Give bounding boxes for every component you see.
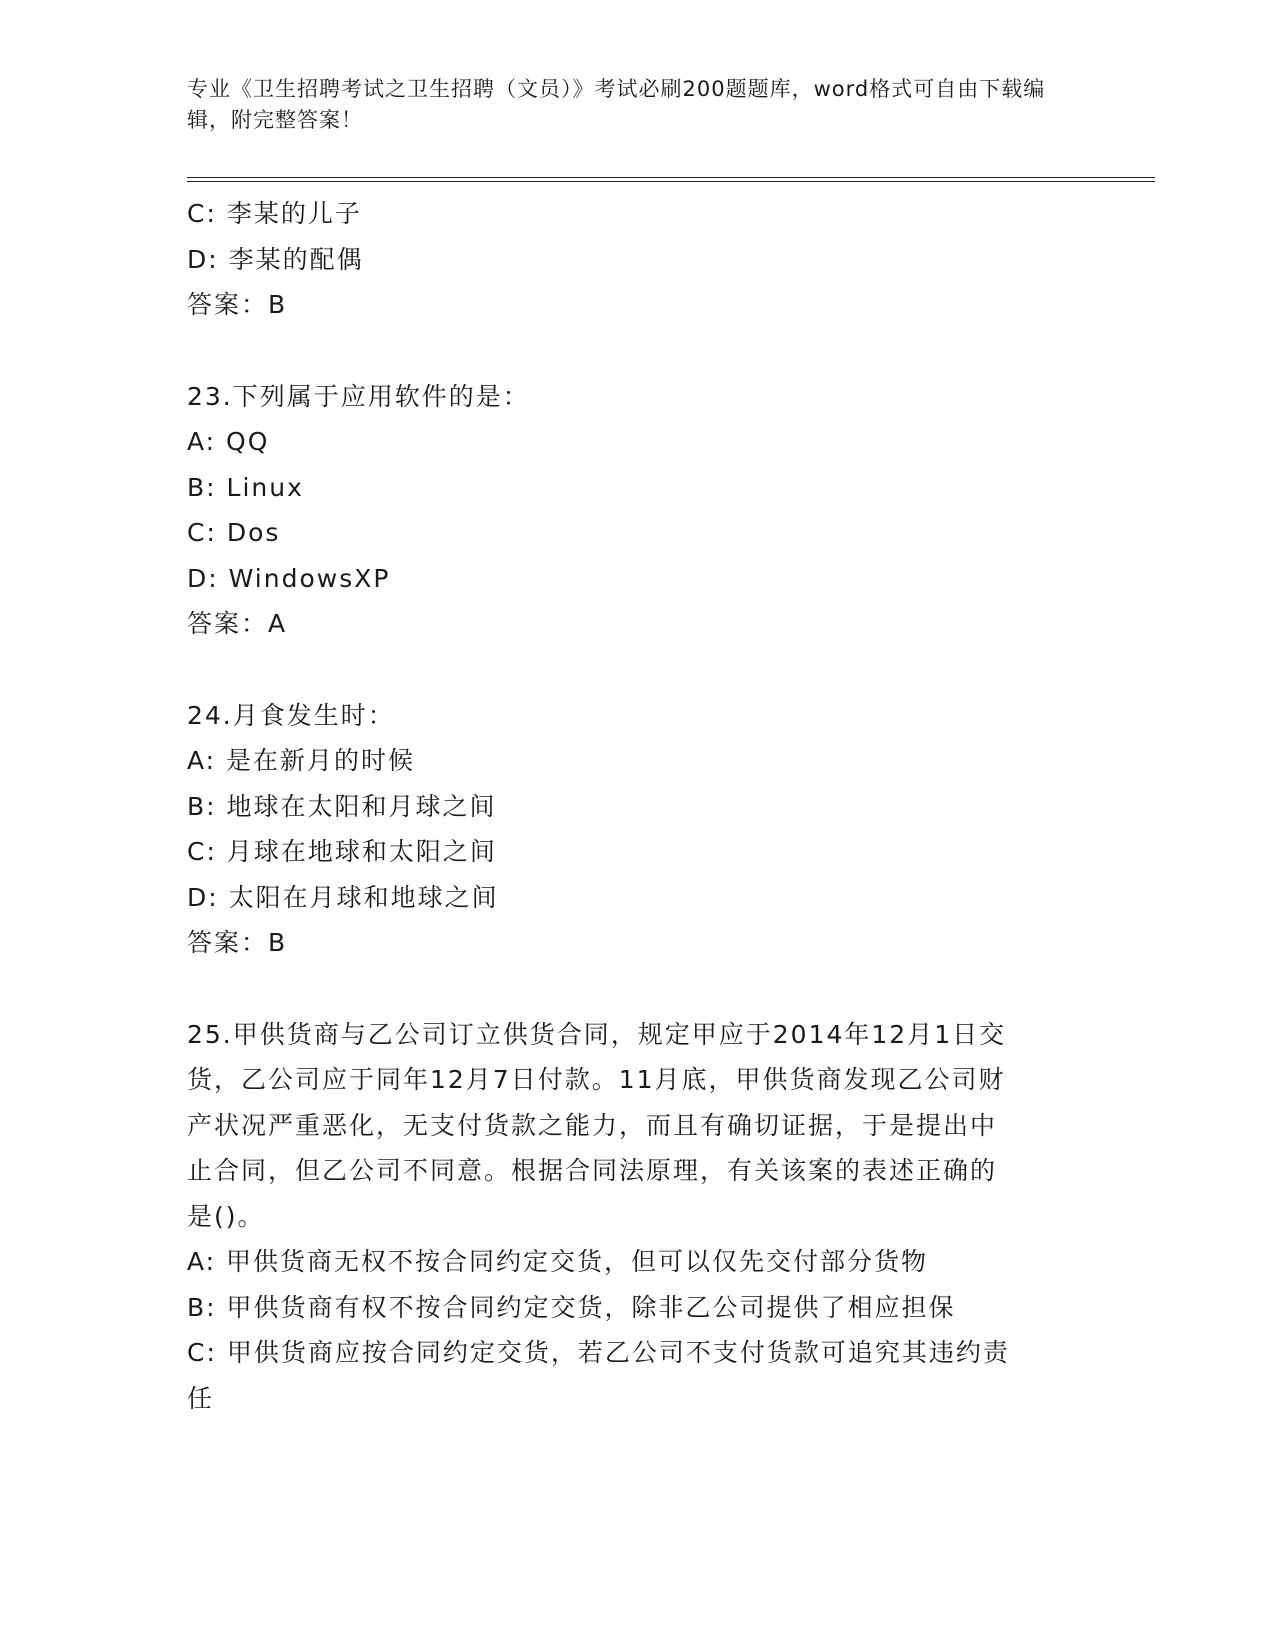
option-c: C: 李某的儿子: [187, 199, 362, 228]
spacer: [187, 647, 1087, 693]
header-rule-bottom: [187, 181, 1155, 182]
option-c: C: 月球在地球和太阳之间: [187, 837, 497, 866]
answer-line: 答案：A: [187, 609, 288, 638]
question-stem-23: 23.下列属于应用软件的是：: [187, 381, 530, 411]
answer-line: 答案：B: [187, 290, 288, 319]
document-header: [187, 74, 1067, 136]
option-b: B: Linux: [187, 472, 304, 502]
spacer: [187, 328, 1087, 374]
stem-line: 产状况严重恶化，无支付货款之能力，而且有确切证据，于是提出中: [187, 1110, 998, 1140]
option-c-line: 任: [187, 1383, 215, 1413]
option-c: C: Dos: [187, 518, 281, 547]
stem-line: 货，乙公司应于同年12月7日付款。11月底，甲供货商发现乙公司财: [187, 1065, 1006, 1094]
spacer: [187, 966, 1087, 1012]
option-d: D: WindowsXP: [187, 563, 391, 593]
option-a: A: QQ: [187, 427, 270, 456]
option-d: D: 李某的配偶: [187, 244, 364, 274]
option-b: B: 地球在太阳和月球之间: [187, 791, 497, 821]
question-stem-24: 24.月食发生时：: [187, 700, 395, 730]
stem-line: 止合同，但乙公司不同意。根据合同法原理，有关该案的表述正确的: [187, 1156, 998, 1185]
option-a: A: 甲供货商无权不按合同约定交货，但可以仅先交付部分货物: [187, 1247, 929, 1276]
option-b: B: 甲供货商有权不按合同约定交货，除非乙公司提供了相应担保: [187, 1292, 956, 1322]
question-stem-25: [187, 1012, 1087, 1240]
option-c-line: C: 甲供货商应按合同约定交货，若乙公司不支付货款可追究其违约责: [187, 1338, 1010, 1367]
option-c: [187, 1330, 1087, 1421]
stem-line: 是()。: [187, 1201, 265, 1231]
header-rule-top: [187, 177, 1155, 178]
option-d: D: 太阳在月球和地球之间: [187, 882, 499, 912]
option-a: A: 是在新月的时候: [187, 746, 416, 775]
stem-line: 25.甲供货商与乙公司订立供货合同，规定甲应于2014年12月1日交: [187, 1019, 1007, 1049]
header-text: 专业《卫生招聘考试之卫生招聘（文员）》考试必刷200题题库，word格式可自由下载编辑，附完整答案！: [187, 77, 1046, 132]
document-body: [187, 191, 1087, 1421]
answer-line: 答案：B: [187, 928, 288, 957]
